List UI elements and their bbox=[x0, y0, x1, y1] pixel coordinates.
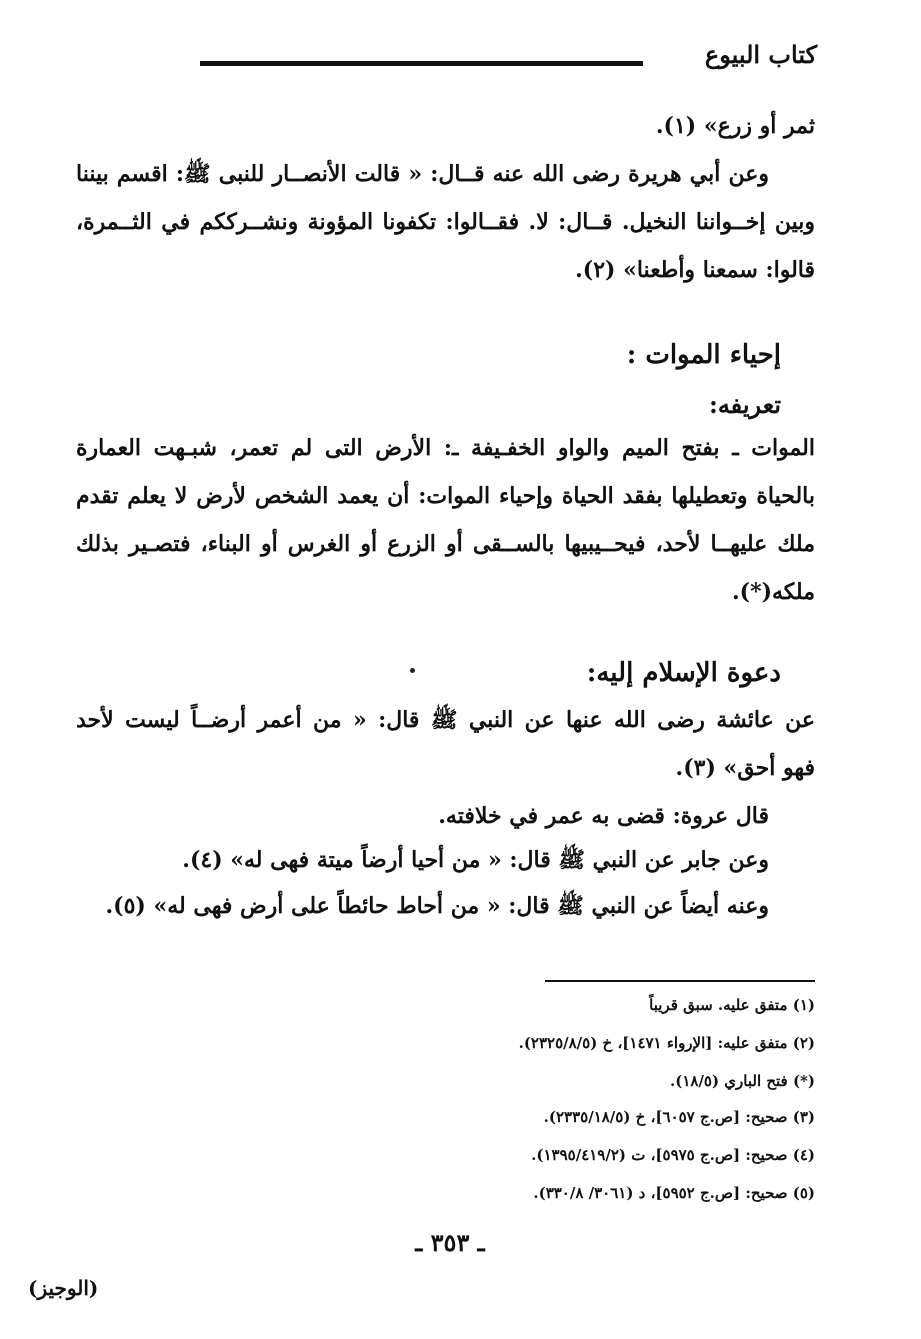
definition-line-1: الموات ـ بفتح الميم والواو الخفـيفة ـ: الأرض التى لم تعمر، شبـهت العمارة bbox=[76, 435, 815, 461]
section-heading-dawa: دعوة الإسلام إليه: bbox=[586, 658, 781, 688]
header-title: كتاب البيوع bbox=[704, 40, 817, 69]
section-heading-ihya: إحياء الموات : bbox=[626, 340, 781, 370]
header-rule bbox=[200, 61, 643, 66]
definition-line-4: ملكه(*). bbox=[732, 579, 815, 605]
dawa-line-4: وعن جابر عن النبي ﷺ قال: « من أحيا أرضاً ميتة فهى له» (٤). bbox=[182, 847, 769, 873]
footnote-2: (٢) متفق عليه: [الإرواء ١٤٧١]، خ (٢٣٢٥/٨/٥). bbox=[518, 1034, 815, 1052]
body-line-2: وعن أبي هريرة رضى الله عنه قــال: « قالت الأنصــار للنبى ﷺ: اقسم بيننا bbox=[76, 161, 769, 187]
dawa-line-3: قال عروة: قضى به عمر في خلافته. bbox=[438, 803, 769, 829]
stray-dot bbox=[410, 668, 415, 673]
dawa-line-5: وعنه أيضاً عن النبي ﷺ قال: « من أحاط حائطاً على أرض فهى له» (٥). bbox=[105, 893, 769, 919]
section-subheading-definition: تعريفه: bbox=[708, 390, 781, 419]
running-header bbox=[60, 40, 825, 80]
footnote-4: (٤) صحيح: [ص.ج ٥٩٧٥]، ت (١٣٩٥/٤١٩/٢). bbox=[531, 1146, 815, 1164]
footnote-3: (٣) صحيح: [ص.ج ٦٠٥٧]، خ (٢٣٣٥/١٨/٥). bbox=[543, 1108, 815, 1126]
footnote-rule bbox=[545, 980, 815, 982]
dawa-line-1: عن عائشة رضى الله عنها عن النبي ﷺ قال: « من أعمر أرضــاً ليست لأحد bbox=[76, 707, 815, 733]
page-number: ـ ٣٥٣ ـ bbox=[415, 1228, 485, 1257]
footnote-star: (*) فتح الباري (١٨/٥). bbox=[670, 1072, 815, 1090]
definition-line-3: ملك عليهــا لأحد، فيحــيبيها بالســقى أو الزرع أو الغرس أو البناء، فتصـير بذلك bbox=[76, 531, 815, 557]
dawa-line-2: فهو أحق» (٣). bbox=[675, 755, 815, 781]
definition-line-2: بالحياة وتعطيلها بفقد الحياة وإحياء الموات: أن يعمد الشخص لأرض لا يعلم تقدم bbox=[76, 483, 815, 509]
body-line-1: ثمر أو زرع» (١). bbox=[655, 113, 815, 139]
corner-label: (الوجيز) bbox=[28, 1276, 99, 1300]
body-line-4: قالوا: سمعنا وأطعنا» (٢). bbox=[575, 257, 815, 283]
footnote-1: (١) متفق عليه. سبق قريباً bbox=[649, 996, 815, 1014]
footnote-5: (٥) صحيح: [ص.ج ٥٩٥٢]، د (٣٠٦١/ ٣٣٠/٨). bbox=[533, 1184, 815, 1202]
body-line-3: وبين إخــواننا النخيل. قــال: لا. فقــالوا: تكفونا المؤونة ونشــرككم في الثــمرة، bbox=[76, 209, 815, 235]
